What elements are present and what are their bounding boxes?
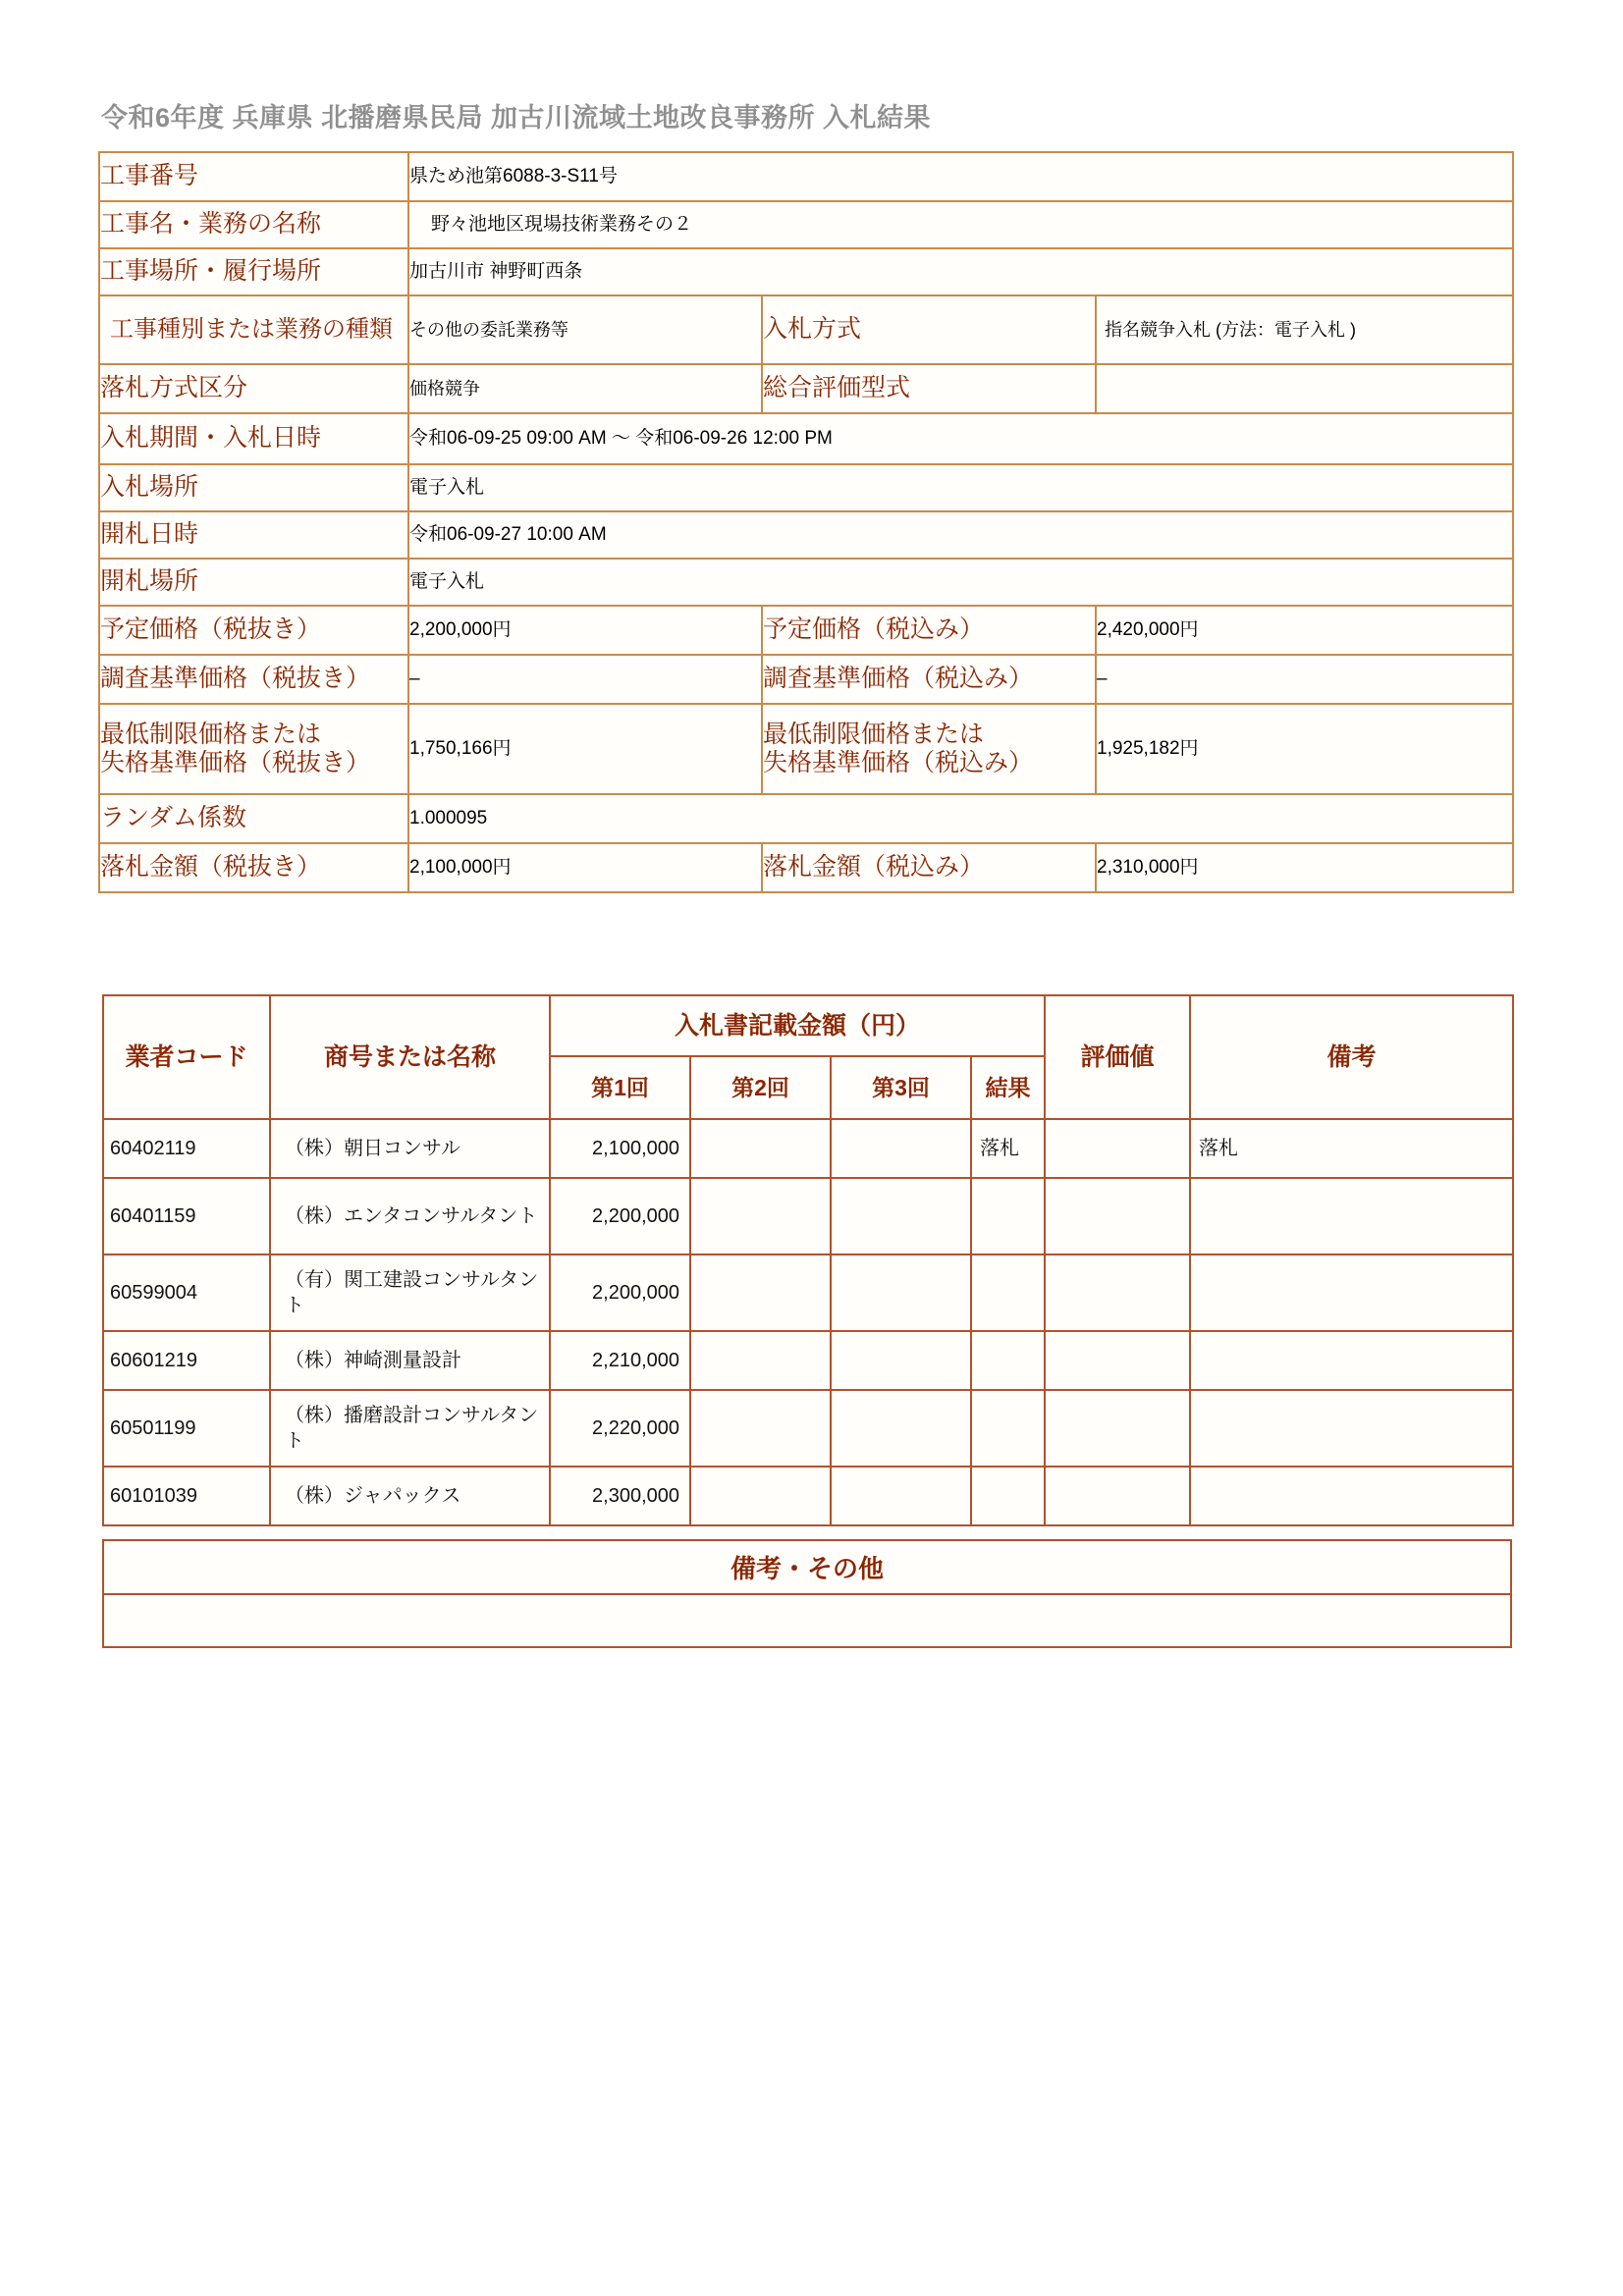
cell-shogo-meisho: （株）神崎測量設計: [270, 1331, 550, 1390]
label-koji-mei: 工事名・業務の名称: [99, 201, 408, 248]
label-saitei-nuki: [99, 704, 408, 794]
table-row: [103, 1467, 1513, 1525]
value-random-keisu: 1.000095: [408, 794, 1513, 843]
cell-hyokachi: [1045, 1178, 1190, 1255]
bidders-table: [102, 994, 1514, 1526]
remarks-body: [103, 1594, 1511, 1647]
table-row: [99, 152, 1513, 201]
value-yotei-komi: 2,420,000円: [1096, 606, 1513, 655]
table-row: [99, 464, 1513, 511]
cell-biko: [1190, 1255, 1513, 1331]
remarks-table: [102, 1539, 1512, 1648]
cell-round-3: [831, 1467, 971, 1525]
value-nyusatsu-basho: 電子入札: [408, 464, 1513, 511]
cell-gyosha-code: 60601219: [103, 1331, 270, 1390]
value-shubetsu: その他の委託業務等: [408, 295, 762, 364]
label-sogo-hyoka: 総合評価型式: [762, 364, 1096, 413]
cell-round-3: [831, 1178, 971, 1255]
cell-hyokachi: [1045, 1390, 1190, 1467]
cell-round-2: [690, 1331, 831, 1390]
cell-hyokachi: [1045, 1467, 1190, 1525]
label-random-keisu: ランダム係数: [99, 794, 408, 843]
cell-gyosha-code: 60599004: [103, 1255, 270, 1331]
label-chosa-nuki: 調査基準価格（税抜き）: [99, 655, 408, 704]
value-nyusatsu-houshiki: 指名競争入札 (方法：電子入札 ): [1096, 295, 1513, 364]
value-sogo-hyoka: [1096, 364, 1513, 413]
table-row: [99, 511, 1513, 559]
table-row: [99, 201, 1513, 248]
table-row: [99, 704, 1513, 794]
cell-kekka: [971, 1178, 1045, 1255]
cell-hyokachi: [1045, 1331, 1190, 1390]
cell-hyokachi: [1045, 1255, 1190, 1331]
table-row: [99, 364, 1513, 413]
cell-biko: [1190, 1467, 1513, 1525]
table-row: [99, 413, 1513, 464]
cell-round-3: [831, 1390, 971, 1467]
label-kaisatsu-nichiji: 開札日時: [99, 511, 408, 559]
cell-biko: 落札: [1190, 1119, 1513, 1178]
table-row: [99, 606, 1513, 655]
header-round-3: 第3回: [831, 1056, 971, 1119]
label-saitei-nuki-line2: 失格基準価格（税抜き）: [100, 749, 371, 776]
cell-shogo-meisho: （株）朝日コンサル: [270, 1119, 550, 1178]
label-koji-bango: 工事番号: [99, 152, 408, 201]
cell-kekka: [971, 1331, 1045, 1390]
cell-gyosha-code: 60501199: [103, 1390, 270, 1467]
cell-shogo-meisho: （株）エンタコンサルタント: [270, 1178, 550, 1255]
value-rakusatsu-nuki: 2,100,000円: [408, 843, 762, 892]
label-rakusatsu-kubun: 落札方式区分: [99, 364, 408, 413]
cell-gyosha-code: 60101039: [103, 1467, 270, 1525]
header-shogo-meisho: 商号または名称: [270, 995, 550, 1119]
label-yotei-nuki: 予定価格（税抜き）: [99, 606, 408, 655]
bid-info-table: [98, 151, 1514, 893]
cell-kekka: [971, 1255, 1045, 1331]
label-nyusatsu-houshiki: 入札方式: [762, 295, 1096, 364]
cell-round-3: [831, 1331, 971, 1390]
table-row: [103, 1594, 1511, 1647]
cell-round-2: [690, 1178, 831, 1255]
label-chosa-komi: 調査基準価格（税込み）: [762, 655, 1096, 704]
value-nyusatsu-kikan: 令和06-09-25 09:00 AM ～ 令和06-09-26 12:00 PM: [408, 413, 1513, 464]
value-rakusatsu-kubun: 価格競争: [408, 364, 762, 413]
label-saitei-nuki-line1: 最低制限価格または: [100, 720, 322, 748]
label-yotei-komi: 予定価格（税込み）: [762, 606, 1096, 655]
label-saitei-komi-line2: 失格基準価格（税込み）: [763, 749, 1034, 776]
label-koji-basho: 工事場所・履行場所: [99, 248, 408, 295]
header-round-1: 第1回: [550, 1056, 690, 1119]
value-saitei-komi: 1,925,182円: [1096, 704, 1513, 794]
cell-round-1: 2,100,000: [550, 1119, 690, 1178]
cell-kekka: 落札: [971, 1119, 1045, 1178]
table-row: [99, 248, 1513, 295]
value-koji-bango: 県ため池第6088-3-S11号: [408, 152, 1513, 201]
cell-shogo-meisho: （株）播磨設計コンサルタント: [270, 1390, 550, 1467]
cell-round-1: 2,210,000: [550, 1331, 690, 1390]
header-gyosha-code: 業者コード: [103, 995, 270, 1119]
cell-round-1: 2,220,000: [550, 1390, 690, 1467]
value-rakusatsu-komi: 2,310,000円: [1096, 843, 1513, 892]
label-nyusatsu-kikan: 入札期間・入札日時: [99, 413, 408, 464]
cell-kekka: [971, 1390, 1045, 1467]
value-kaisatsu-nichiji: 令和06-09-27 10:00 AM: [408, 511, 1513, 559]
cell-biko: [1190, 1331, 1513, 1390]
table-row: [99, 655, 1513, 704]
cell-kekka: [971, 1467, 1045, 1525]
table-row: [103, 1390, 1513, 1467]
page-title: 令和6年度 兵庫県 北播磨県民局 加古川流域土地改良事務所 入札結果: [101, 103, 932, 133]
cell-round-2: [690, 1467, 831, 1525]
cell-round-2: [690, 1119, 831, 1178]
bidders-table-body: [103, 1119, 1513, 1525]
table-row: [103, 1540, 1511, 1594]
table-row: [103, 1178, 1513, 1255]
cell-shogo-meisho: （株）ジャパックス: [270, 1467, 550, 1525]
label-saitei-komi: [762, 704, 1096, 794]
label-shubetsu: 工事種別または業務の種類: [99, 295, 408, 364]
value-saitei-nuki: 1,750,166円: [408, 704, 762, 794]
header-hyokachi: 評価値: [1045, 995, 1190, 1119]
label-nyusatsu-basho: 入札場所: [99, 464, 408, 511]
cell-shogo-meisho: （有）関工建設コンサルタント: [270, 1255, 550, 1331]
remarks-title: 備考・その他: [103, 1540, 1511, 1594]
value-koji-mei: 野々池地区現場技術業務その２: [408, 201, 1513, 248]
cell-gyosha-code: 60402119: [103, 1119, 270, 1178]
table-row: [99, 295, 1513, 364]
table-row: [99, 559, 1513, 606]
cell-round-1: 2,200,000: [550, 1255, 690, 1331]
table-row: [99, 794, 1513, 843]
value-chosa-nuki: –: [408, 655, 762, 704]
value-kaisatsu-basho: 電子入札: [408, 559, 1513, 606]
label-rakusatsu-komi: 落札金額（税込み）: [762, 843, 1096, 892]
table-row: [103, 1119, 1513, 1178]
header-nyusatsu-kingaku: 入札書記載金額（円）: [550, 995, 1045, 1056]
cell-round-3: [831, 1255, 971, 1331]
table-row: [99, 843, 1513, 892]
cell-round-2: [690, 1390, 831, 1467]
cell-round-1: 2,200,000: [550, 1178, 690, 1255]
header-kekka: 結果: [971, 1056, 1045, 1119]
table-row: [103, 1331, 1513, 1390]
cell-round-2: [690, 1255, 831, 1331]
value-yotei-nuki: 2,200,000円: [408, 606, 762, 655]
table-header-row: [103, 995, 1513, 1056]
label-kaisatsu-basho: 開札場所: [99, 559, 408, 606]
cell-biko: [1190, 1390, 1513, 1467]
value-koji-basho: 加古川市 神野町西条: [408, 248, 1513, 295]
header-biko: 備考: [1190, 995, 1513, 1119]
label-rakusatsu-nuki: 落札金額（税抜き）: [99, 843, 408, 892]
cell-round-1: 2,300,000: [550, 1467, 690, 1525]
cell-round-3: [831, 1119, 971, 1178]
cell-hyokachi: [1045, 1119, 1190, 1178]
table-row: [103, 1255, 1513, 1331]
cell-biko: [1190, 1178, 1513, 1255]
cell-gyosha-code: 60401159: [103, 1178, 270, 1255]
header-round-2: 第2回: [690, 1056, 831, 1119]
label-saitei-komi-line1: 最低制限価格または: [763, 720, 985, 748]
value-chosa-komi: –: [1096, 655, 1513, 704]
